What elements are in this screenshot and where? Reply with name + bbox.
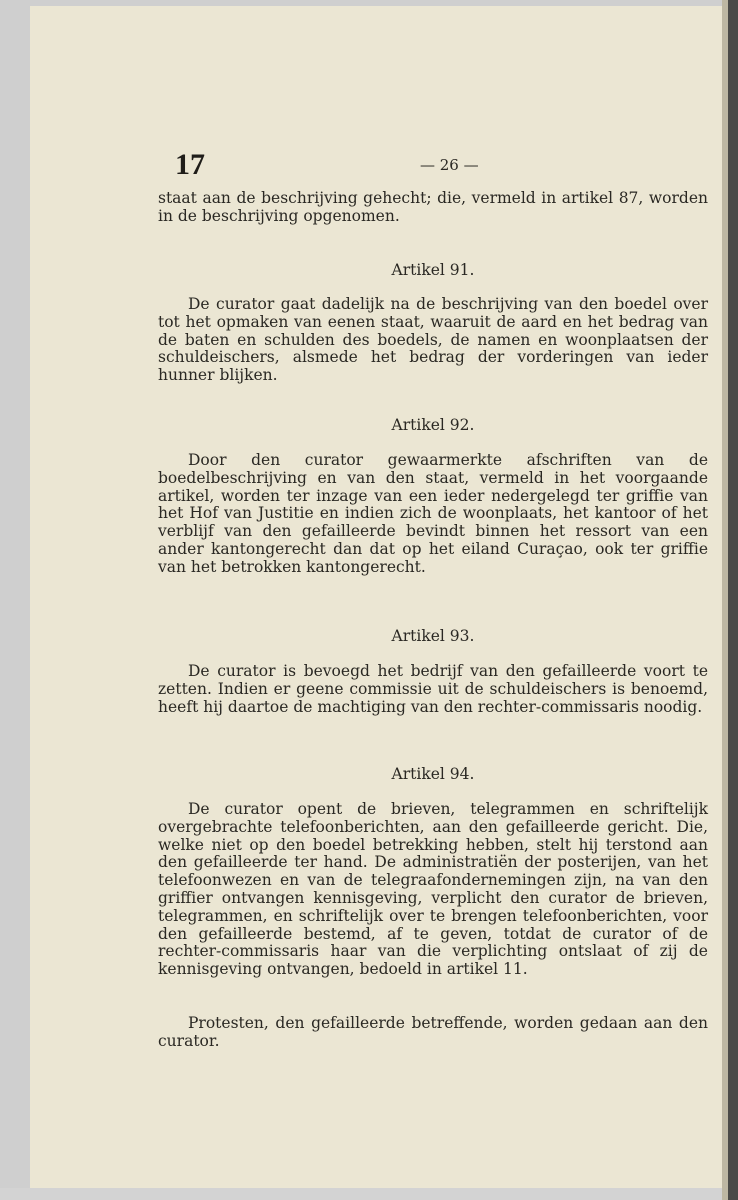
article-94-text: De curator opent de brieven, telegrammen en schriftelijk overgebrachte telefoonberichten, aan den gefailleerde gericht. Die, welke niet op den boedel betrekking hebben, stelt hij terstond aan den gefailleerde ter hand. De administratiën der posterijen, van het telefoonwezen en van de telegraafondernemingen zijn, na van den griffier ontvangen kennisgeving, verplicht den curator de brieven, telegrammen, en schriftelijk over te brengen telefoonberichten, voor den gefailleerde bestemd, af te geven, totdat de curator of de rechter-commissaris haar van die verplichting ontslaat of zij de kennisgeving ontvangen, bedoeld in artikel 11.	[158, 800, 708, 979]
intro-paragraph: staat aan de beschrijving gehecht; die, vermeld in artikel 87, worden in de beschrijving opgenomen.	[158, 189, 708, 225]
scan-border-left	[0, 0, 30, 1200]
scan-border-bottom	[0, 1188, 738, 1200]
article-93-text: De curator is bevoegd het bedrijf van den gefailleerde voort te zetten. Indien er geene commissie uit de schuldeischers is benoemd, heeft hij daartoe de machtiging van den rechter-commissaris noodig.	[158, 662, 708, 716]
article-91-heading: Artikel 91.	[391, 261, 475, 279]
scan-border-top	[0, 0, 738, 6]
sheet-number: 17	[175, 148, 205, 181]
binding-shadow	[728, 0, 738, 1200]
article-92-text: Door den curator gewaarmerkte afschriften van de boedelbeschrijving en van den staat, vermeld in het voorgaande artikel, worden ter inzage van een ieder nedergelegd ter griffie van het Hof van Justitie en indien zich de woonplaats, het kantoor of het verblijf van den gefailleerde bevindt binnen het ressort van een ander kantongerecht dan dat op het eiland Curaçao, ook ter griffie van het betrokken kantongerecht.	[158, 451, 708, 576]
article-94-heading: Artikel 94.	[391, 765, 475, 783]
article-93-heading: Artikel 93.	[391, 627, 475, 645]
article-91-text: De curator gaat dadelijk na de beschrijving van den boedel over tot het opmaken van eenen staat, waaruit de aard en het bedrag van de baten en schulden des boedels, de namen en woonplaatsen der schuldeischers, alsmede het bedrag der vorderingen van ieder hunner blijken.	[158, 295, 708, 385]
page-number: — 26 —	[420, 156, 479, 174]
article-94-text-2: Protesten, den gefailleerde betreffende, worden gedaan aan den curator.	[158, 1014, 708, 1050]
article-92-heading: Artikel 92.	[391, 416, 475, 434]
